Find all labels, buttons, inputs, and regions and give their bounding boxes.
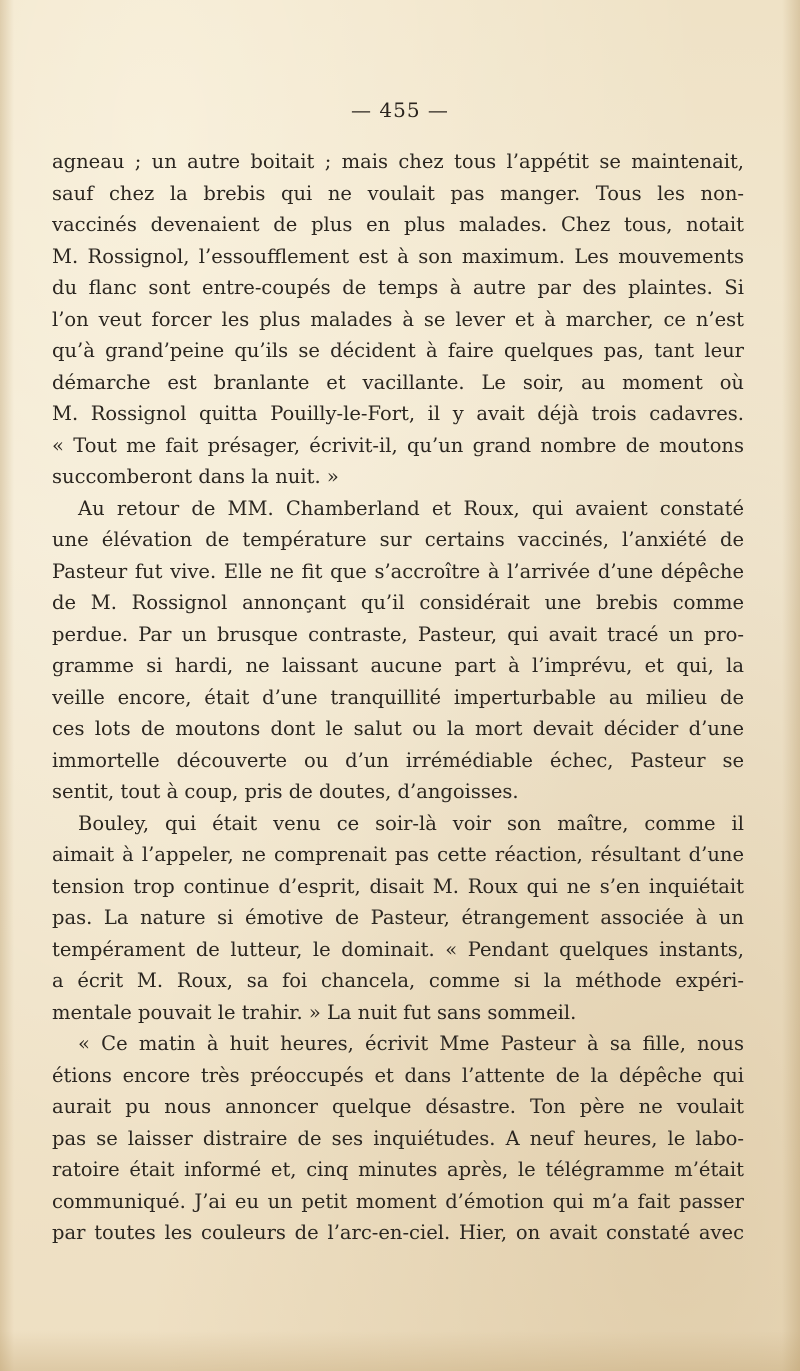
text-line: mentale pouvait le trahir. » La nuit fut sans sommeil. — [52, 1000, 577, 1024]
text-line: agneau ; un autre boitait ; mais chez tous l’appétit se maintenait, — [52, 150, 744, 173]
text-line: ratoire était informé et, cinq minutes après, le télégramme m’était — [52, 1158, 744, 1181]
text-line: communiqué. J’ai eu un petit moment d’émotion qui m’a fait passer — [52, 1189, 744, 1213]
text-line: M. Rossignol, l’essoufflement est à son maximum. Les mouvements — [52, 244, 744, 268]
text-line: Au retour de MM. Chamberland et Roux, qui avaient constaté — [78, 496, 744, 520]
text-line: du flanc sont entre-coupés de temps à autre par des plaintes. Si — [52, 276, 744, 299]
text-line: M. Rossignol quitta Pouilly-le-Fort, il y avait déjà trois cadavres. — [52, 402, 744, 425]
text-line: gramme si hardi, ne laissant aucune part à l’imprévu, et qui, la — [52, 654, 744, 677]
text-line: démarche est branlante et vacillante. Le soir, au moment où — [52, 370, 744, 394]
text-line: par toutes les couleurs de l’arc-en-ciel. Hier, on avait constaté avec — [52, 1221, 744, 1244]
text-line: tempérament de lutteur, le dominait. « Pendant quelques instants, — [52, 937, 744, 961]
text-line: immortelle découverte ou d’un irrémédiable échec, Pasteur se — [52, 748, 744, 772]
text-line: une élévation de température sur certains vaccinés, l’anxiété de — [52, 528, 744, 551]
text-line: ces lots de moutons dont le salut ou la mort devait décider d’une — [52, 717, 744, 740]
page-number: — 455 — — [351, 98, 449, 122]
text-line: étions encore très préoccupés et dans l’attente de la dépêche qui — [52, 1063, 744, 1087]
text-line: a écrit M. Roux, sa foi chancela, comme si la méthode expéri- — [52, 969, 744, 992]
text-line: sauf chez la brebis qui ne voulait pas manger. Tous les non- — [52, 181, 744, 205]
text-line: sentit, tout à coup, pris de doutes, d’angoisses. — [52, 780, 519, 803]
text-line: de M. Rossignol annonçant qu’il considérait une brebis comme — [52, 591, 744, 614]
text-line: aurait pu nous annoncer quelque désastre. Ton père ne voulait — [52, 1095, 744, 1118]
text-line: veille encore, était d’une tranquillité imperturbable au milieu de — [52, 685, 744, 709]
text-line: pas. La nature si émotive de Pasteur, étrangement associée à un — [52, 906, 744, 929]
page-edge-shading-bottom — [0, 1331, 800, 1371]
text-line: « Ce matin à huit heures, écrivit Mme Pasteur à sa fille, nous — [78, 1032, 744, 1055]
text-line: aimait à l’appeler, ne comprenait pas cette réaction, résultant d’une — [52, 843, 744, 866]
text-line: qu’à grand’peine qu’ils se décident à faire quelques pas, tant leur — [52, 339, 744, 362]
text-line: tension trop continue d’esprit, disait M. Roux qui ne s’en inquiétait — [52, 874, 744, 898]
text-line: « Tout me fait présager, écrivit-il, qu’un grand nombre de moutons — [52, 433, 744, 457]
text-line: pas se laisser distraire de ses inquiétudes. A neuf heures, le labo- — [52, 1126, 744, 1150]
page-edge-shading-right — [782, 0, 800, 1371]
text-line: l’on veut forcer les plus malades à se lever et à marcher, ce n’est — [52, 307, 744, 331]
text-line: succomberont dans la nuit. » — [52, 465, 339, 488]
text-line: Pasteur fut vive. Elle ne fit que s’accroître à l’arrivée d’une dépêche — [52, 559, 744, 583]
text-line: perdue. Par un brusque contraste, Pasteur, qui avait tracé un pro- — [52, 622, 744, 646]
text-line: Bouley, qui était venu ce soir-là voir son maître, comme il — [78, 811, 744, 835]
page-edge-shading-left — [0, 0, 14, 1371]
text-line: vaccinés devenaient de plus en plus malades. Chez tous, notait — [52, 213, 744, 236]
body-text — [52, 146, 744, 1249]
